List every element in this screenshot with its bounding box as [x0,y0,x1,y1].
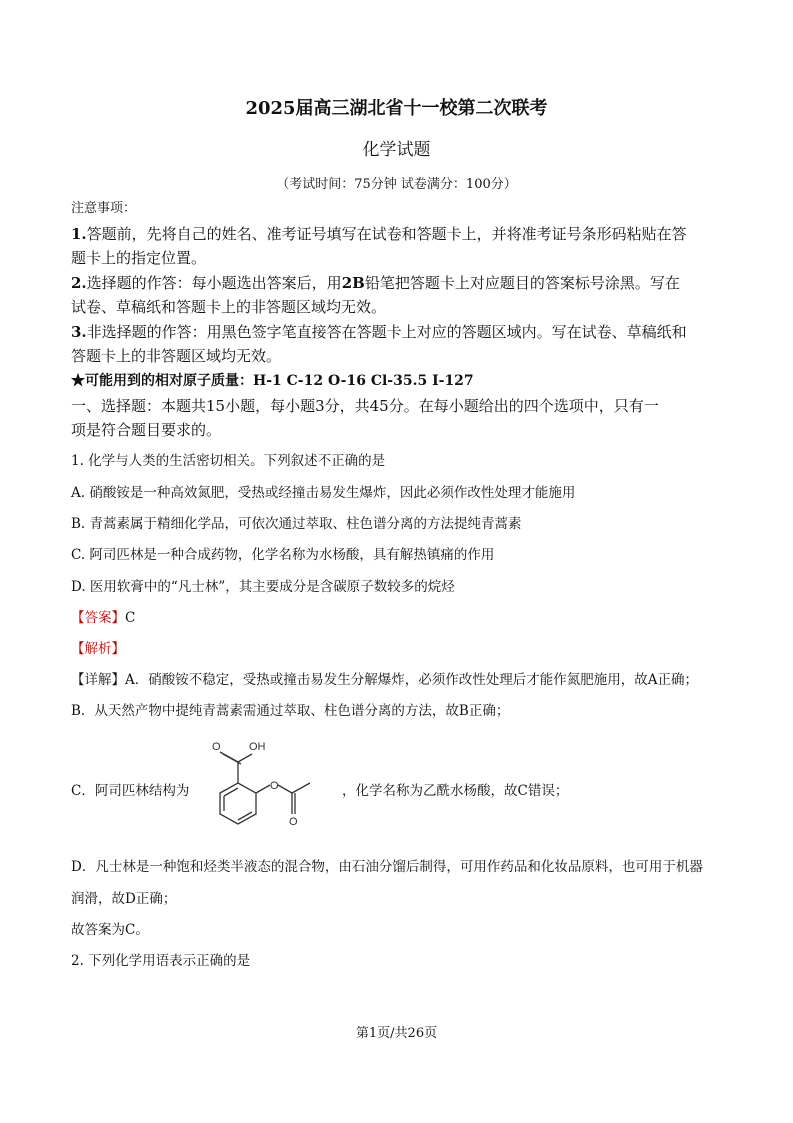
notice-item-2-number: 2. [71,274,87,292]
notice-item-1-number: 1. [71,225,87,243]
detail-b: B．从天然产物中提纯青蒿素需通过萃取、柱色谱分离的方法，故B正确； [71,703,510,719]
notice-item-3-line-2: 答题卡上的非答题区域均无效。 [71,347,282,365]
svg-text:O: O [212,741,221,753]
svg-text:O: O [270,780,279,792]
notice-item-2-line-1 [71,273,680,293]
page-title: 2025届高三湖北省十一校第二次联考 [245,98,548,119]
notice-item-2-line-2: 试卷、草稿纸和答题卡上的非答题区域均无效。 [71,298,387,316]
detail-d-line-1: D．凡士林是一种饱和烃类半液态的混合物，由石油分馏后制得，可用作药品和化妆品原料，也可用于机器 [71,859,703,875]
notice-item-1-line-2: 题卡上的指定位置。 [71,249,207,267]
detail-label: 【详解】 [71,672,125,688]
question-1-option-d: D. 医用软膏中的“凡士林”，其主要成分是含碳原子数较多的烷烃 [71,579,455,595]
detail-a [71,670,698,690]
detail-a-text: A．硝酸铵不稳定，受热或撞击易发生分解爆炸，必须作改性处理后才能作氮肥施用，故A正确； [125,672,698,688]
mol-hydroxyl-label: OH [249,741,266,753]
answer-line [71,608,135,628]
question-1-option-c: C. 阿司匹林是一种合成药物，化学名称为水杨酸，具有解热镇痛的作用 [71,547,495,563]
detail-c-suffix: ，化学名称为乙酰水杨酸，故C错误； [342,783,569,799]
question-2-stem: 2. 下列化学用语表示正确的是 [71,953,251,969]
notice-heading: 注意事项： [71,201,137,216]
notice-item-1-text: 答题前，先将自己的姓名、准考证号填写在试卷和答题卡上，并将准考证号条形码粘贴在答 [86,225,687,243]
subject-title: 化学试题 [362,140,431,160]
section-1-heading-line-1: 一、选择题：本题共15小题，每小题3分，共45分。在每小题给出的四个选项中，只有一 [71,397,659,415]
question-1-stem: 1. 化学与人类的生活密切相关。下列叙述不正确的是 [71,453,386,469]
analysis-label: 【解析】 [71,641,125,657]
page-number: 第1页/共26页 [355,1026,438,1041]
section-1-heading-line-2: 项是符合题目要求的。 [71,421,222,439]
answer-value: C [125,610,136,626]
svg-text:O: O [289,816,298,828]
notice-item-2-text-a: 选择题的作答：每小题选出答案后，用 [86,274,342,292]
notice-item-3-line-1 [71,322,687,342]
detail-d-line-2: 润滑，故D正确； [71,891,177,907]
notice-item-2-pencil: 2B [341,274,365,292]
aspirin-structure-image [190,726,350,851]
answer-label: 【答案】 [71,610,125,626]
notice-item-1-line-1 [71,224,687,244]
notice-item-3-number: 3. [71,323,87,341]
exam-info: （考试时间：75分钟 试卷满分：100分） [276,177,517,192]
atomic-mass-note: ★可能用到的相对原子质量：H-1 C-12 O-16 Cl-35.5 I-127 [71,373,474,389]
detail-c-prefix: C．阿司匹林结构为 [71,783,190,799]
notice-item-2-text-c: 铅笔把答题卡上对应题目的答案标号涂黑。写在 [364,274,680,292]
notice-item-3-text: 非选择题的作答：用黑色签字笔直接答在答题卡上对应的答题区域内。写在试卷、草稿纸和 [86,323,687,341]
question-1-option-b: B. 青蒿素属于精细化学品，可依次通过萃取、柱色谱分离的方法提纯青蒿素 [71,516,522,532]
question-1-option-a: A. 硝酸铵是一种高效氮肥，受热或经撞击易发生爆炸，因此必须作改性处理才能施用 [71,485,576,501]
conclusion: 故答案为C。 [71,922,149,938]
